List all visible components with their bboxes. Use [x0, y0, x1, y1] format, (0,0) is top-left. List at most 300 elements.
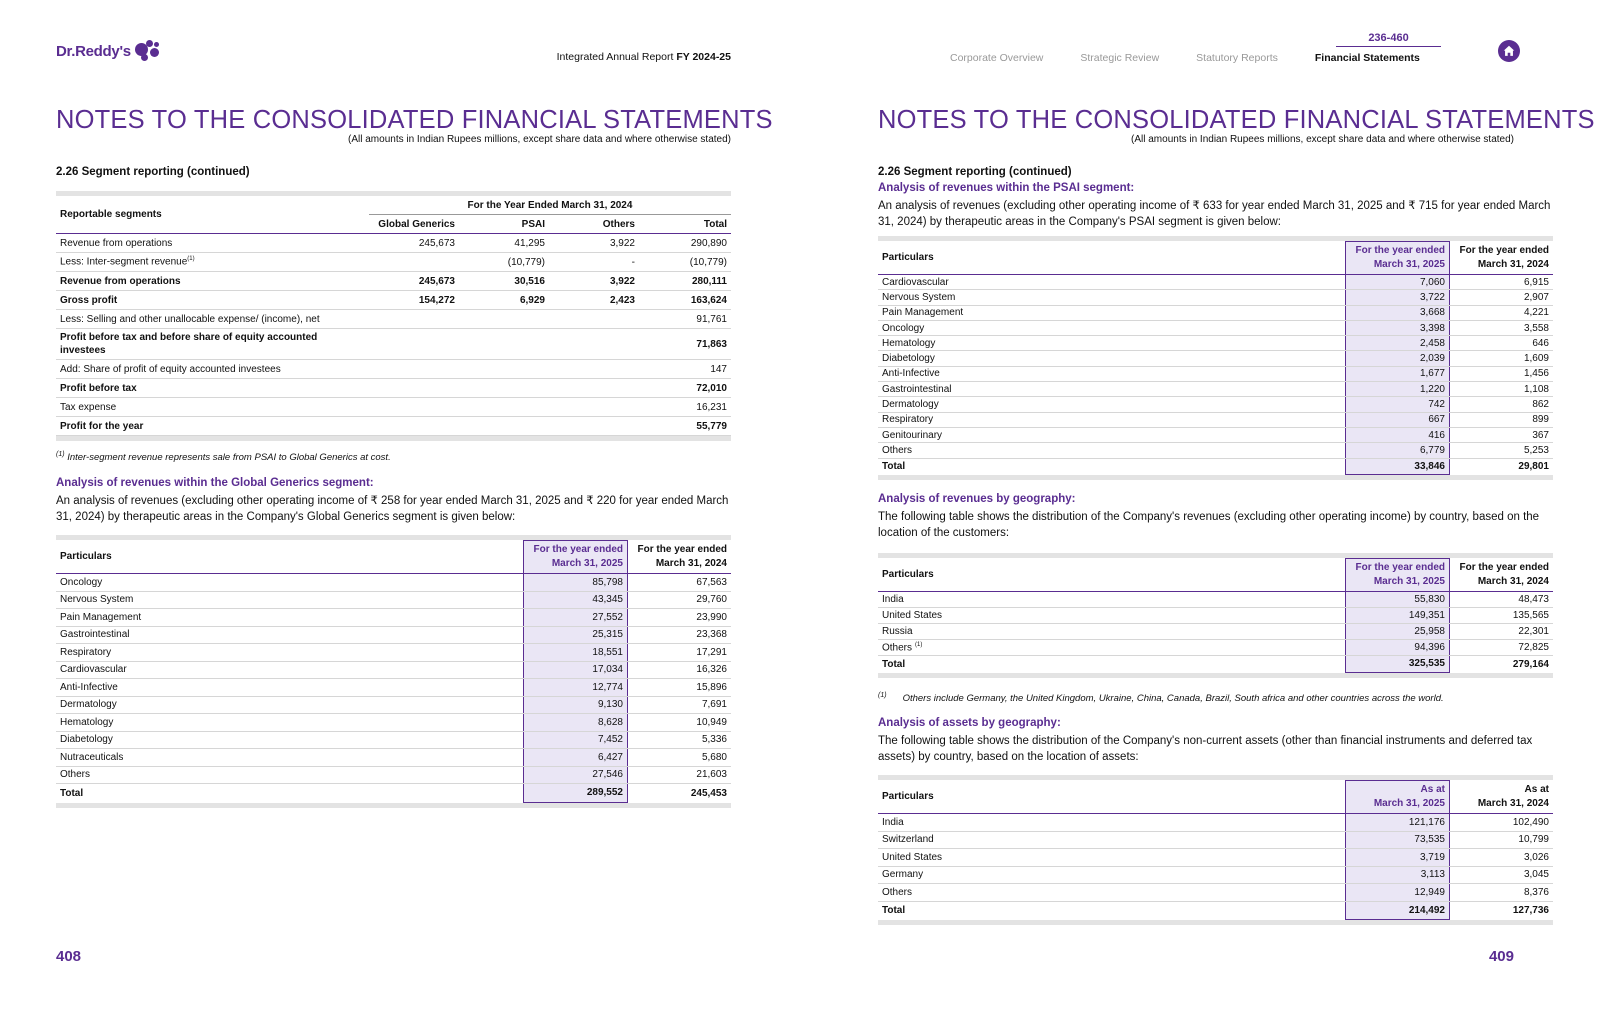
value-cell: 8,628	[524, 714, 628, 732]
value-cell	[549, 417, 639, 436]
table-row	[878, 412, 1553, 427]
value-cell: 29,760	[628, 591, 732, 609]
row-label: Anti-Infective	[882, 368, 940, 380]
value-cell: 17,291	[628, 644, 732, 662]
value-cell	[549, 329, 639, 360]
total-row	[56, 784, 731, 803]
value-cell	[549, 398, 639, 417]
value-cell: 21,603	[628, 766, 732, 784]
page-subtitle: (All amounts in Indian Rupees millions, except share data and where otherwise stated)	[348, 134, 731, 145]
value-cell: 71,863	[639, 329, 731, 360]
table-header-row	[878, 781, 1553, 814]
value-cell	[369, 379, 459, 398]
total-row	[878, 458, 1553, 474]
row-label: Oncology	[60, 576, 103, 588]
col-header: Particulars	[882, 568, 934, 580]
value-cell: 91,761	[639, 310, 731, 329]
value-cell: 2,458	[1346, 336, 1450, 351]
value-cell: 10,799	[1450, 831, 1554, 849]
table-row	[878, 814, 1553, 832]
row-label-cell	[56, 626, 524, 644]
table-row	[878, 607, 1553, 623]
table-row	[56, 379, 731, 398]
value-cell: 135,565	[1450, 607, 1554, 623]
value-cell: 15,896	[628, 679, 732, 697]
value-cell: 17,034	[524, 661, 628, 679]
row-label-cell	[878, 443, 1346, 458]
col-header: Global Generics	[369, 215, 459, 234]
table-row	[878, 849, 1553, 867]
footnote-text: Others include Germany, the United Kingdom, Ukraine, China, Canada, Brazil, South africa and other countries across the world.	[902, 693, 1444, 705]
col-header-line: March 31, 2025	[1373, 575, 1445, 587]
row-label-cell	[56, 609, 524, 627]
col-header-line: As at	[1420, 784, 1445, 796]
row-label-cell	[878, 412, 1346, 427]
row-label-cell	[878, 831, 1346, 849]
value-cell: 3,113	[1346, 866, 1450, 884]
value-cell	[549, 310, 639, 329]
row-label: Less: Inter-segment revenue	[60, 256, 188, 268]
row-label: Gross profit	[60, 294, 118, 306]
table-row	[878, 305, 1553, 320]
value-cell: 646	[1450, 336, 1554, 351]
right-content	[878, 166, 1553, 925]
value-cell	[369, 360, 459, 379]
footnote	[56, 451, 731, 463]
page-subtitle: (All amounts in Indian Rupees millions, except share data and where otherwise stated)	[1131, 134, 1514, 145]
table-row	[56, 626, 731, 644]
total-value: 33,846	[1346, 458, 1450, 474]
total-label: Total	[878, 901, 1346, 920]
col-header: PSAI	[459, 215, 549, 234]
row-label-cell	[878, 427, 1346, 442]
value-cell: 43,345	[524, 591, 628, 609]
nav-corporate-overview[interactable]: Corporate Overview	[950, 52, 1044, 64]
page-title: NOTES TO THE CONSOLIDATED FINANCIAL STATEMENTS	[878, 106, 1595, 134]
table-row	[56, 310, 731, 329]
value-cell: 3,922	[549, 234, 639, 253]
table-row	[56, 398, 731, 417]
segment-period: For the Year Ended March 31, 2024	[369, 196, 731, 215]
table-row	[878, 443, 1553, 458]
table-bottom-bar	[878, 673, 1553, 678]
table-row	[878, 831, 1553, 849]
row-label: Dermatology	[60, 699, 117, 711]
col-header: Particulars	[60, 550, 112, 562]
row-label-cell	[878, 351, 1346, 366]
geo-table	[878, 558, 1553, 673]
gg-heading: Analysis of revenues within the Global Generics segment:	[56, 477, 374, 490]
value-cell: 23,990	[628, 609, 732, 627]
row-label: Profit for the year	[60, 420, 144, 432]
row-label: Cardiovascular	[882, 276, 949, 288]
row-label: Respiratory	[882, 414, 934, 426]
row-label-cell	[878, 866, 1346, 884]
row-label: Oncology	[882, 322, 925, 334]
row-label-cell	[878, 849, 1346, 867]
value-cell: 154,272	[369, 291, 459, 310]
table-row	[878, 591, 1553, 607]
value-cell: 5,336	[628, 731, 732, 749]
row-label: United States	[882, 851, 943, 863]
row-label-cell	[56, 696, 524, 714]
col-header-line: As at	[1524, 784, 1549, 796]
col-header-current	[1346, 558, 1450, 591]
row-label: Dermatology	[882, 399, 939, 411]
row-label: Gastrointestinal	[60, 629, 130, 641]
value-cell: (10,779)	[639, 253, 731, 272]
value-cell: 149,351	[1346, 607, 1450, 623]
value-cell: 1,677	[1346, 366, 1450, 381]
col-header-line: March 31, 2025	[551, 558, 623, 570]
row-label: Others	[882, 886, 913, 898]
value-cell: 7,691	[628, 696, 732, 714]
value-cell: 25,315	[524, 626, 628, 644]
col-header-line: March 31, 2025	[1373, 259, 1445, 270]
row-label-cell	[878, 591, 1346, 607]
row-label: India	[882, 593, 904, 605]
value-cell	[369, 417, 459, 436]
footnote-marker: (1)	[56, 451, 65, 458]
value-cell: 245,673	[369, 272, 459, 291]
psai-heading: Analysis of revenues within the PSAI segment:	[878, 182, 1135, 194]
row-label: Tax expense	[60, 401, 117, 413]
row-label: Revenue from operations	[60, 275, 181, 287]
row-label: Hematology	[60, 716, 114, 728]
total-row	[878, 901, 1553, 920]
value-cell: 27,552	[524, 609, 628, 627]
value-cell: 4,221	[1450, 305, 1554, 320]
value-cell: 8,376	[1450, 884, 1554, 902]
table-row	[56, 417, 731, 436]
value-cell: 3,722	[1346, 290, 1450, 305]
value-cell: 2,423	[549, 291, 639, 310]
row-label-cell	[878, 275, 1346, 290]
page-range: 236-460	[1336, 32, 1441, 47]
table-row	[878, 275, 1553, 290]
value-cell	[369, 398, 459, 417]
row-label-cell	[56, 360, 369, 379]
value-cell	[459, 379, 549, 398]
row-label-cell	[56, 253, 369, 272]
value-cell: 7,452	[524, 731, 628, 749]
value-cell: 72,010	[639, 379, 731, 398]
total-value: 279,164	[1450, 655, 1554, 672]
row-label: India	[882, 816, 904, 828]
value-cell: 48,473	[1450, 591, 1554, 607]
value-cell: 5,680	[628, 749, 732, 767]
value-cell: 72,825	[1450, 639, 1554, 655]
row-label-cell	[56, 234, 369, 253]
table-row	[878, 366, 1553, 381]
table-row	[878, 320, 1553, 335]
table-row	[878, 639, 1553, 655]
value-cell: 3,026	[1450, 849, 1554, 867]
table-bottom-bar	[56, 436, 731, 441]
value-cell: 30,516	[459, 272, 549, 291]
row-label-cell	[878, 607, 1346, 623]
value-cell	[459, 398, 549, 417]
row-label: Gastrointestinal	[882, 383, 952, 395]
value-cell: 10,949	[628, 714, 732, 732]
value-cell: 41,295	[459, 234, 549, 253]
table-row	[878, 427, 1553, 442]
value-cell: 85,798	[524, 574, 628, 592]
value-cell: 667	[1346, 412, 1450, 427]
value-cell: 1,456	[1450, 366, 1554, 381]
col-header-line: For the year ended	[1355, 245, 1445, 256]
nav-financial-statements[interactable]: Financial Statements	[1314, 52, 1420, 64]
value-cell	[549, 379, 639, 398]
total-value: 325,535	[1346, 655, 1450, 672]
value-cell: 245,673	[369, 234, 459, 253]
table-header-row	[56, 541, 731, 574]
total-value: 127,736	[1450, 901, 1554, 920]
value-cell: 1,609	[1450, 351, 1554, 366]
col-header: Particulars	[882, 251, 934, 263]
row-label: United States	[882, 609, 943, 621]
table-row	[878, 397, 1553, 412]
table-row	[878, 866, 1553, 884]
table-row	[56, 360, 731, 379]
value-cell: 2,039	[1346, 351, 1450, 366]
total-label: Total	[878, 458, 1346, 474]
report-title-prefix: Integrated Annual Report	[556, 51, 674, 63]
table-row	[878, 290, 1553, 305]
value-cell: -	[549, 253, 639, 272]
table-row	[878, 351, 1553, 366]
value-cell: 7,060	[1346, 275, 1450, 290]
row-label-cell	[878, 366, 1346, 381]
col-header-line: March 31, 2025	[1373, 798, 1445, 810]
table-row	[56, 644, 731, 662]
row-label: Switzerland	[882, 834, 934, 846]
col-header-current	[1346, 781, 1450, 814]
gg-table	[56, 540, 731, 803]
value-cell	[549, 360, 639, 379]
col-header-line: March 31, 2024	[655, 558, 727, 570]
row-label-cell	[56, 679, 524, 697]
row-label-cell	[878, 623, 1346, 639]
row-label: Others	[882, 444, 913, 456]
row-label-cell	[56, 291, 369, 310]
row-label-cell	[878, 814, 1346, 832]
value-cell: 55,779	[639, 417, 731, 436]
row-label-cell	[56, 766, 524, 784]
row-label-cell	[56, 272, 369, 291]
total-label: Total	[878, 655, 1346, 672]
row-label: Less: Selling and other unallocable expense/ (income), net	[60, 313, 320, 325]
value-cell: 23,368	[628, 626, 732, 644]
logo[interactable]	[56, 40, 161, 62]
logo-text: Dr.Reddy's	[56, 42, 131, 60]
col-header-line: For the year ended	[1459, 245, 1549, 256]
segment-table	[56, 196, 731, 436]
value-cell: (10,779)	[459, 253, 549, 272]
col-header: Total	[639, 215, 731, 234]
value-cell: 5,253	[1450, 443, 1554, 458]
assets-paragraph: The following table shows the distribution of the Company's non-current assets (other than financial instruments and deferred tax assets) by country, based on the location of assets:	[878, 735, 1533, 764]
table-row	[56, 574, 731, 592]
row-label: Others	[60, 769, 91, 781]
value-cell: 9,130	[524, 696, 628, 714]
row-label: Nervous System	[60, 594, 134, 606]
value-cell: 6,427	[524, 749, 628, 767]
row-label: Respiratory	[60, 646, 112, 658]
value-cell: 12,774	[524, 679, 628, 697]
value-cell: 3,558	[1450, 320, 1554, 335]
value-cell: 163,624	[639, 291, 731, 310]
row-label-cell	[56, 417, 369, 436]
row-label-cell	[56, 714, 524, 732]
total-value: 245,453	[628, 784, 732, 803]
value-cell: 27,546	[524, 766, 628, 784]
row-label-cell	[878, 305, 1346, 320]
table-bottom-bar	[56, 803, 731, 808]
table-row	[56, 696, 731, 714]
col-header-line: For the year ended	[533, 544, 623, 556]
row-label-cell	[56, 574, 524, 592]
col-header-line: For the year ended	[637, 544, 727, 556]
value-cell: 12,949	[1346, 884, 1450, 902]
value-cell: 55,830	[1346, 591, 1450, 607]
col-header-line: For the year ended	[1355, 561, 1445, 573]
value-cell: 73,535	[1346, 831, 1450, 849]
table-bottom-bar	[878, 475, 1553, 480]
value-cell: 2,907	[1450, 290, 1554, 305]
row-label-cell	[878, 320, 1346, 335]
value-cell: 147	[639, 360, 731, 379]
table-row	[56, 234, 731, 253]
row-label-cell	[878, 884, 1346, 902]
value-cell: 899	[1450, 412, 1554, 427]
row-label: Profit before tax and before share of equity accounted investees	[60, 332, 318, 356]
value-cell: 367	[1450, 427, 1554, 442]
row-label: Diabetology	[60, 734, 113, 746]
col-header: Particulars	[882, 790, 934, 802]
report-title-year: FY 2024-25	[676, 51, 731, 63]
table-row	[56, 714, 731, 732]
section-heading: 2.26 Segment reporting (continued)	[878, 166, 1072, 178]
table-row	[56, 591, 731, 609]
section-heading: 2.26 Segment reporting (continued)	[56, 166, 250, 178]
table-bottom-bar	[878, 920, 1553, 925]
col-header-current	[524, 541, 628, 574]
row-label-cell	[878, 336, 1346, 351]
row-label-cell	[56, 398, 369, 417]
row-label: Cardiovascular	[60, 664, 127, 676]
geo-footnote	[878, 692, 1553, 704]
footnote-text: Inter-segment revenue represents sale from PSAI to Global Generics at cost.	[67, 452, 391, 464]
nav-strategic-review[interactable]: Strategic Review	[1080, 52, 1160, 64]
value-cell: 290,890	[639, 234, 731, 253]
value-cell: 862	[1450, 397, 1554, 412]
page-number: 408	[56, 948, 82, 965]
row-label: Profit before tax	[60, 382, 137, 394]
row-label: Hematology	[882, 337, 936, 349]
col-header-previous	[1450, 242, 1554, 275]
table-row	[878, 623, 1553, 639]
value-cell: 102,490	[1450, 814, 1554, 832]
value-cell: 67,563	[628, 574, 732, 592]
logo-mark-icon	[135, 40, 161, 62]
col-header-line: March 31, 2024	[1477, 575, 1549, 587]
total-value: 214,492	[1346, 901, 1450, 920]
assets-heading: Analysis of assets by geography:	[878, 717, 1061, 730]
value-cell: 742	[1346, 397, 1450, 412]
right-page	[800, 0, 1600, 1012]
value-cell: 3,045	[1450, 866, 1554, 884]
table-row	[878, 382, 1553, 397]
row-label-cell	[56, 644, 524, 662]
report-title	[557, 51, 731, 63]
segment-row-header: Reportable segments	[56, 196, 369, 234]
value-cell	[369, 310, 459, 329]
table-row	[56, 679, 731, 697]
table-row	[56, 766, 731, 784]
value-cell: 6,915	[1450, 275, 1554, 290]
value-cell	[369, 329, 459, 360]
value-cell	[369, 253, 459, 272]
row-label: Anti-Infective	[60, 681, 118, 693]
table-row	[56, 731, 731, 749]
total-row	[878, 655, 1553, 672]
col-header-previous	[1450, 781, 1554, 814]
row-label: Germany	[882, 869, 924, 881]
home-icon[interactable]	[1498, 40, 1520, 62]
row-label: Genitourinary	[882, 429, 943, 441]
row-label: Nutraceuticals	[60, 751, 124, 763]
psai-table	[878, 241, 1553, 475]
value-cell: 416	[1346, 427, 1450, 442]
segment-table-body	[56, 234, 731, 436]
footnote-marker: (1)	[915, 641, 923, 648]
value-cell: 121,176	[1346, 814, 1450, 832]
value-cell: 3,719	[1346, 849, 1450, 867]
psai-paragraph: An analysis of revenues (excluding other operating income of ₹ 633 for year ended March 31, 2025 and ₹ 715 for year ended March 31, 2024) by therapeutic areas in the Company's PSAI segment is given below:	[878, 200, 1551, 228]
value-cell	[459, 310, 549, 329]
table-row	[56, 609, 731, 627]
row-label-cell	[878, 639, 1346, 655]
geo-heading: Analysis of revenues by geography:	[878, 492, 1076, 505]
value-cell: 3,398	[1346, 320, 1450, 335]
value-cell: 25,958	[1346, 623, 1450, 639]
table-row	[56, 329, 731, 360]
row-label-cell	[878, 290, 1346, 305]
row-label: Diabetology	[882, 353, 935, 365]
value-cell: 18,551	[524, 644, 628, 662]
value-cell: 280,111	[639, 272, 731, 291]
col-header: Others	[549, 215, 639, 234]
row-label: Russia	[882, 625, 913, 637]
footnote-marker: (1)	[878, 691, 887, 699]
value-cell	[459, 329, 549, 360]
table-row	[56, 749, 731, 767]
value-cell: 6,929	[459, 291, 549, 310]
table-row	[56, 661, 731, 679]
table-header-row	[878, 242, 1553, 275]
assets-table	[878, 780, 1553, 920]
row-label-cell	[56, 731, 524, 749]
row-label: Pain Management	[882, 307, 964, 319]
row-label-cell	[56, 329, 369, 360]
col-header-previous	[628, 541, 732, 574]
table-row	[56, 253, 731, 272]
nav-statutory-reports[interactable]: Statutory Reports	[1196, 52, 1278, 64]
col-header-line: March 31, 2024	[1477, 259, 1549, 270]
table-header-row	[878, 558, 1553, 591]
row-label: Add: Share of profit of equity accounted investees	[60, 363, 281, 375]
